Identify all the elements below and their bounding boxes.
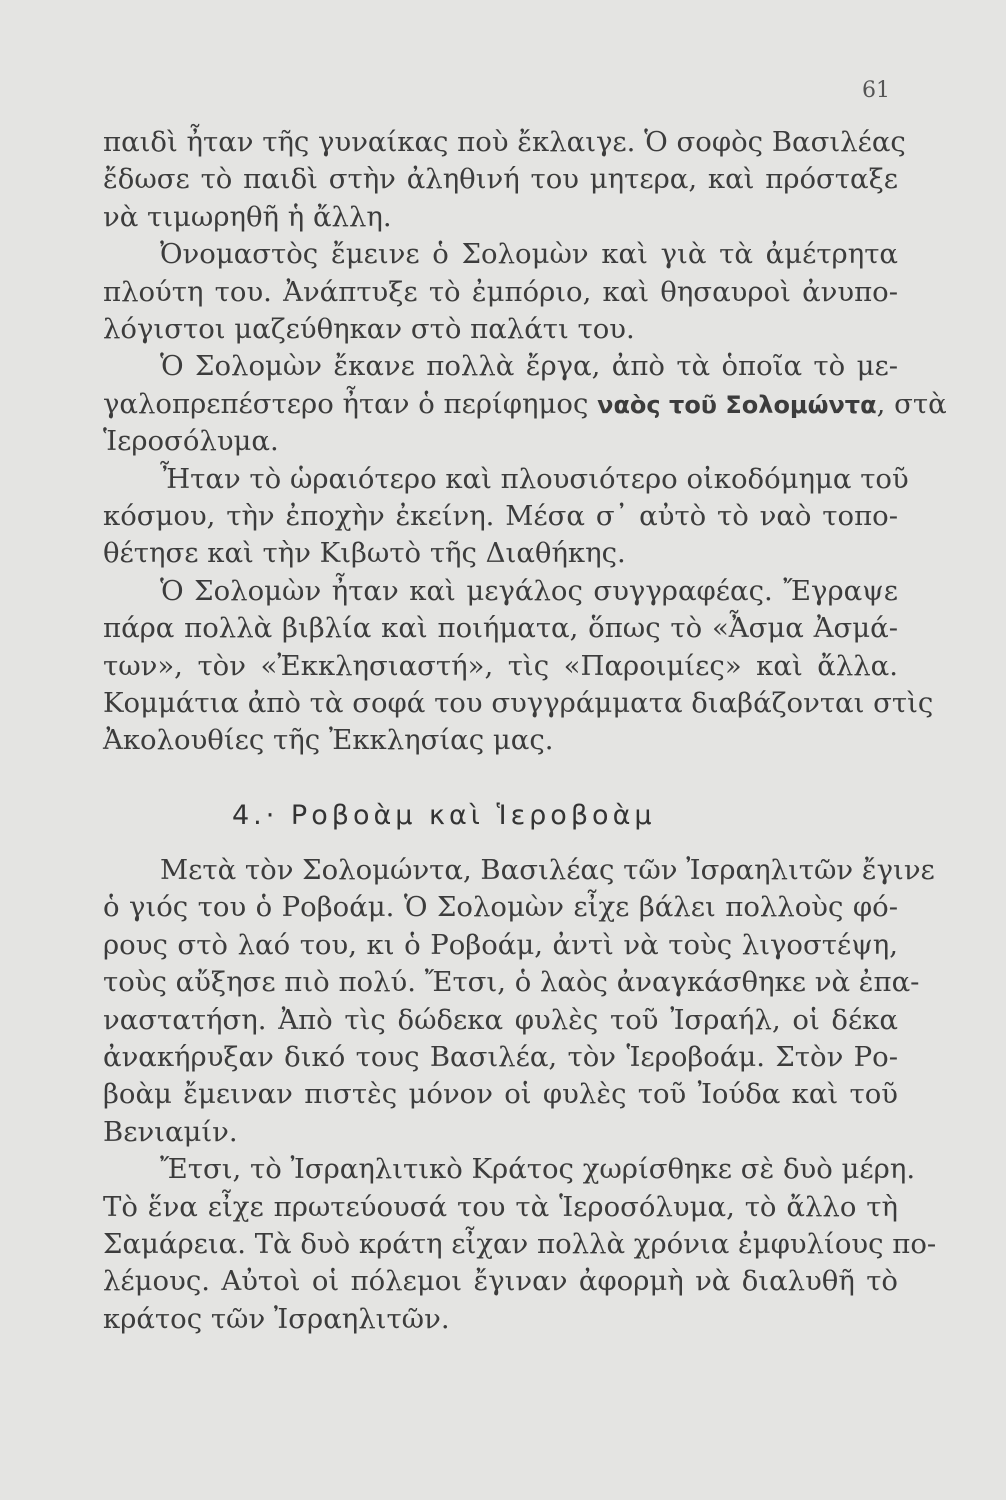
text-line: Ὀνομαστὸς ἔμεινε ὁ Σολομὼν καὶ γιὰ τὰ ἀμέτρητα xyxy=(160,238,898,271)
text-line: Ἦταν τὸ ὡραιότερο καὶ πλουσιότερο οἰκοδόμημα τοῦ xyxy=(160,462,909,495)
text-line: Ἔτσι, τὸ Ἰσραηλιτικὸ Κράτος χωρίσθηκε σὲ δυὸ μέρη. xyxy=(160,1153,916,1186)
text-line: νὰ τιμωρηθῆ ἡ ἄλλη. xyxy=(103,200,392,233)
text-line: πάρα πολλὰ βιβλία καὶ ποιήματα, ὅπως τὸ «Ἆσμα Ἀσμά- xyxy=(103,612,898,645)
text-line: Ἀκολουθίες τῆς Ἐκκλησίας μας. xyxy=(103,724,554,757)
text-line: ρους στὸ λαό του, κι ὁ Ροβοάμ, ἀντὶ νὰ τοὺς λιγοστέψη, xyxy=(103,928,898,961)
text-line: Ὁ Σολομὼν ἔκανε πολλὰ ἔργα, ἀπὸ τὰ ὁποῖα τὸ με- xyxy=(160,350,898,383)
text-line: ἔδωσε τὸ παιδὶ στὴν ἀληθινή του μητερα, καὶ πρόσταξε xyxy=(103,163,898,196)
text-line: ὁ γιός του ὁ Ροβοάμ. Ὁ Σολομὼν εἶχε βάλει πολλοὺς φό- xyxy=(103,891,898,924)
text-line: Ἱεροσόλυμα. xyxy=(103,425,279,458)
text-line: Βενιαμίν. xyxy=(103,1115,238,1148)
text-line: τοὺς αὔξησε πιὸ πολύ. Ἔτσι, ὁ λαὸς ἀναγκάσθηκε νὰ ἐπα- xyxy=(103,966,920,999)
text-line: ἀνακήρυξαν δικό τους Βασιλέα, τὸν Ἱεροβοάμ. Στὸν Ρο- xyxy=(103,1041,898,1073)
text-line: Σαμάρεια. Τὰ δυὸ κράτη εἶχαν πολλὰ χρόνια ἐμφυλίους πο- xyxy=(103,1228,937,1260)
text-line: Μετὰ τὸν Σολομώντα, Βασιλέας τῶν Ἰσραηλιτῶν ἔγινε xyxy=(160,854,935,886)
text-line: των», τὸν «Ἐκκλησιαστή», τὶς «Παροιμίες» καὶ ἄλλα. xyxy=(103,649,898,682)
text-line: Τὸ ἕνα εἶχε πρωτεύουσά του τὰ Ἱεροσόλυμα, τὸ ἄλλο τὴ xyxy=(103,1190,898,1223)
section-heading: 4.· Ροβοὰμ καὶ Ἱεροβοὰμ xyxy=(232,800,656,831)
text-line: πλούτη του. Ἀνάπτυξε τὸ ἐμπόριο, καὶ θησαυροὶ ἀνυπο- xyxy=(103,275,898,308)
text-line: λόγιστοι μαζεύθηκαν στὸ παλάτι του. xyxy=(103,313,635,345)
text-line: ναστατήση. Ἀπὸ τὶς δώδεκα φυλὲς τοῦ Ἰσραήλ, οἱ δέκα xyxy=(103,1003,898,1036)
text-line: Ὁ Σολομὼν ἦταν καὶ μεγάλος συγγραφέας. Ἔγραψε xyxy=(160,574,898,607)
text-line: γαλοπρεπέστερο ἦταν ὁ περίφημος ναὸς τοῦ Σολομώντα, στὰ xyxy=(103,387,947,420)
text-line: θέτησε καὶ τὴν Κιβωτὸ τῆς Διαθήκης. xyxy=(103,537,626,570)
text-line: κράτος τῶν Ἰσραηλιτῶν. xyxy=(103,1302,450,1335)
emphasis: ναὸς τοῦ Σολομώντα xyxy=(597,390,877,419)
text-line: λέμους. Αὐτοὶ οἱ πόλεμοι ἔγιναν ἀφορμὴ νὰ διαλυθῆ τὸ xyxy=(103,1265,898,1298)
text-line: Κομμάτια ἀπὸ τὰ σοφά του συγγράμματα διαβάζονται στὶς xyxy=(103,687,934,719)
text-line: παιδὶ ἦταν τῆς γυναίκας ποὺ ἔκλαιγε. Ὁ σοφὸς Βασιλέας xyxy=(103,126,906,158)
page-number: 61 xyxy=(862,78,890,103)
text-line: βοὰμ ἔμειναν πιστὲς μόνον οἱ φυλὲς τοῦ Ἰούδα καὶ τοῦ xyxy=(103,1078,898,1111)
text-line: κόσμου, τὴν ἐποχὴν ἐκείνη. Μέσα σ᾽ αὐτὸ τὸ ναὸ τοπο- xyxy=(103,500,898,532)
